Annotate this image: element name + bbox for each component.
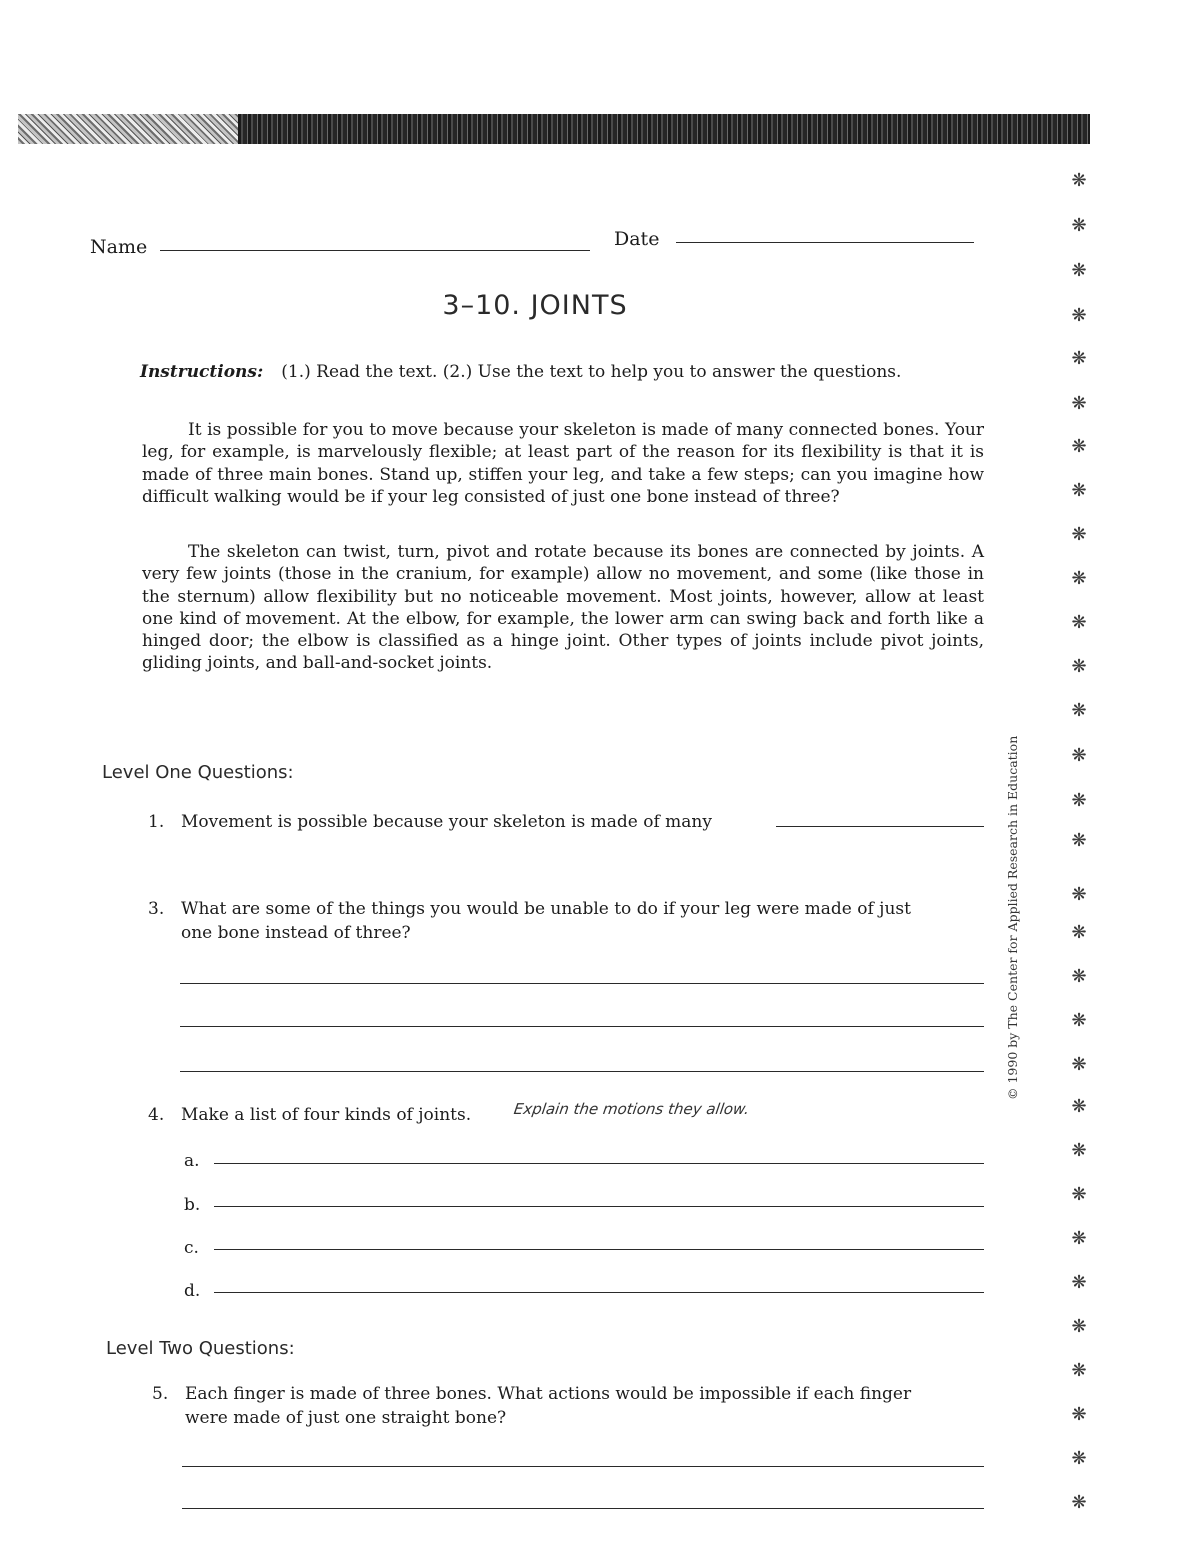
answer-line-q4-b[interactable] bbox=[214, 1206, 984, 1207]
level-one-heading: Level One Questions: bbox=[102, 762, 294, 783]
question-3-number: 3. bbox=[148, 899, 165, 919]
ornament-icon: ❋ bbox=[1071, 1360, 1087, 1381]
list-item-d-label: d. bbox=[184, 1281, 201, 1301]
ornament-icon: ❋ bbox=[1071, 1404, 1087, 1425]
ornament-icon: ❋ bbox=[1071, 830, 1087, 851]
ornament-icon: ❋ bbox=[1071, 1184, 1087, 1205]
answer-line-q4-c[interactable] bbox=[214, 1249, 984, 1250]
level-two-heading: Level Two Questions: bbox=[106, 1338, 295, 1359]
answer-line-q4-a[interactable] bbox=[214, 1163, 984, 1164]
handwritten-note: Explain the motions they allow. bbox=[512, 1100, 751, 1118]
ornament-icon: ❋ bbox=[1071, 790, 1087, 811]
ornament-icon: ❋ bbox=[1071, 1448, 1087, 1469]
ornament-icon: ❋ bbox=[1071, 745, 1087, 766]
ornament-icon: ❋ bbox=[1071, 1054, 1087, 1075]
answer-line-q3-3[interactable] bbox=[180, 1071, 984, 1072]
paragraph-1: It is possible for you to move because your skeleton is made of many connected bones. Your leg, for example, is marvelously flexible; at least part of the reason for its flexibility is that it is made of three main bones. Stand up, stiffen your leg, and take a few steps; can you imagine how difficult walking would be if your leg consisted of just one bone instead of three? bbox=[142, 420, 984, 507]
ornament-icon: ❋ bbox=[1071, 966, 1087, 987]
ornament-icon: ❋ bbox=[1071, 922, 1087, 943]
question-5-line-2: were made of just one straight bone? bbox=[185, 1408, 507, 1428]
ornament-icon: ❋ bbox=[1071, 1010, 1087, 1031]
question-1 bbox=[148, 811, 988, 835]
ornament-icon: ❋ bbox=[1071, 1492, 1087, 1513]
ornament-icon: ❋ bbox=[1071, 436, 1087, 457]
paragraph-2: The skeleton can twist, turn, pivot and rotate because its bones are connected by joints. A very few joints (those in the cranium, for example) allow no movement, and some (like those in the sternum) allow flexibility but no noticeable movement. Most joints, however, allow at least one kind of movement. At the elbow, for example, the lower arm can swing back and forth like a hinged door; the elbow is classified as a hinge joint. Other types of joints include pivot joints, gliding joints, and ball-and-socket joints. bbox=[142, 542, 984, 674]
ornament-icon: ❋ bbox=[1071, 1228, 1087, 1249]
name-label: Name bbox=[90, 236, 148, 258]
ornament-icon: ❋ bbox=[1071, 170, 1087, 191]
ornament-icon: ❋ bbox=[1071, 393, 1087, 414]
ornament-icon: ❋ bbox=[1071, 305, 1087, 326]
answer-line-q4-d[interactable] bbox=[214, 1292, 984, 1293]
answer-line-q3-2[interactable] bbox=[180, 1026, 984, 1027]
ornament-icon: ❋ bbox=[1071, 612, 1087, 633]
ornament-icon: ❋ bbox=[1071, 656, 1087, 677]
list-item-c-label: c. bbox=[184, 1238, 199, 1258]
question-3 bbox=[148, 898, 988, 946]
ornament-icon: ❋ bbox=[1071, 568, 1087, 589]
ornament-icon: ❋ bbox=[1071, 260, 1087, 281]
list-item-a-label: a. bbox=[184, 1151, 200, 1171]
copyright-notice: © 1990 by The Center for Applied Research in Education bbox=[1005, 735, 1020, 1100]
header-band-texture bbox=[18, 114, 238, 144]
instructions-text: (1.) Read the text. (2.) Use the text to help you to answer the questions. bbox=[281, 362, 902, 382]
question-3-line-2: one bone instead of three? bbox=[181, 923, 411, 943]
question-4-text: Make a list of four kinds of joints. bbox=[181, 1105, 472, 1125]
date-label: Date bbox=[614, 228, 660, 250]
ornament-icon: ❋ bbox=[1071, 1140, 1087, 1161]
ornament-icon: ❋ bbox=[1071, 1096, 1087, 1117]
question-1-text: Movement is possible because your skeleton is made of many bbox=[181, 812, 712, 832]
date-line[interactable] bbox=[676, 242, 974, 243]
question-5 bbox=[152, 1383, 992, 1431]
answer-line-q5-2[interactable] bbox=[182, 1508, 984, 1509]
ornament-icon: ❋ bbox=[1071, 884, 1087, 905]
question-3-line-1: What are some of the things you would be unable to do if your leg were made of just bbox=[181, 899, 911, 919]
question-5-line-1: Each finger is made of three bones. What actions would be impossible if each finger bbox=[185, 1384, 912, 1404]
ornament-icon: ❋ bbox=[1071, 1316, 1087, 1337]
ornament-icon: ❋ bbox=[1071, 700, 1087, 721]
instructions bbox=[140, 362, 901, 382]
answer-line-q1[interactable] bbox=[776, 826, 984, 827]
question-4-number: 4. bbox=[148, 1105, 165, 1125]
ornament-icon: ❋ bbox=[1071, 215, 1087, 236]
ornament-icon: ❋ bbox=[1071, 524, 1087, 545]
question-1-number: 1. bbox=[148, 812, 165, 832]
answer-line-q3-1[interactable] bbox=[180, 983, 984, 984]
page-title: 3–10. JOINTS bbox=[442, 290, 628, 321]
name-line[interactable] bbox=[160, 250, 590, 251]
instructions-label: Instructions: bbox=[140, 362, 264, 382]
ornament-icon: ❋ bbox=[1071, 1272, 1087, 1293]
question-5-number: 5. bbox=[152, 1384, 169, 1404]
ornament-icon: ❋ bbox=[1071, 480, 1087, 501]
ornament-icon: ❋ bbox=[1071, 348, 1087, 369]
answer-line-q5-1[interactable] bbox=[182, 1466, 984, 1467]
list-item-b-label: b. bbox=[184, 1195, 201, 1215]
